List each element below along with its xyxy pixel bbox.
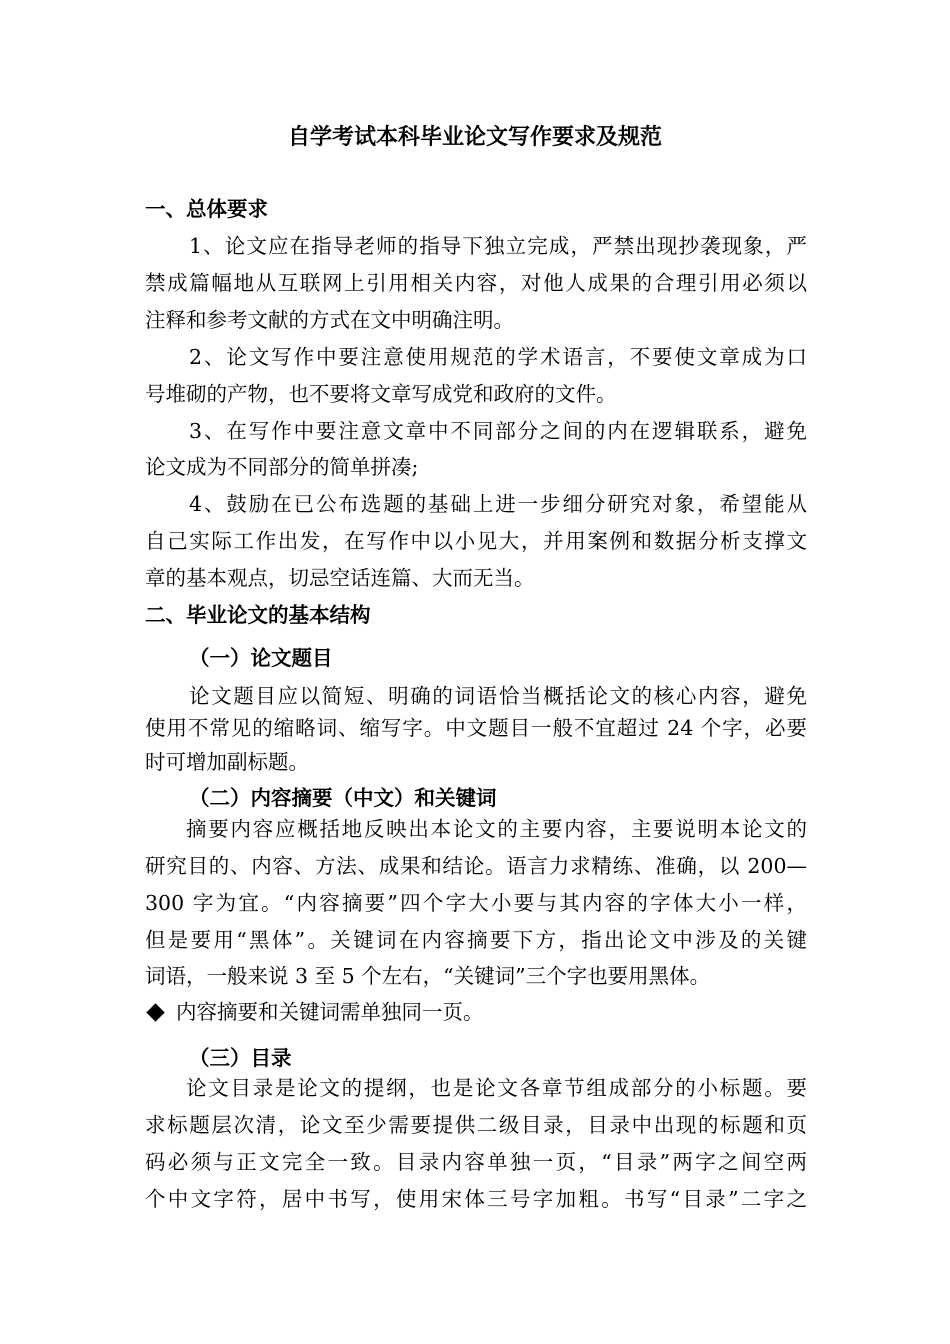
paragraph-line: 论文题目应以简短、明确的词语恰当概括论文的核心内容，避免 [189,684,807,708]
paragraph-line: 3、在写作中要注意文章中不同部分之间的内在逻辑联系，避免 [189,419,807,443]
paragraph-line: 禁成篇幅地从互联网上引用相关内容，对他人成果的合理引用必须以 [145,271,807,295]
paragraph-line: 2、论文写作中要注意使用规范的学术语言，不要使文章成为口 [189,345,807,369]
paragraph-line: 使用不常见的缩略词、缩写字。中文题目一般不宜超过 24 个字，必要 [145,716,807,740]
paragraph-line: 个中文字符，居中书写，使用宋体三号字加粗。书写“目录”二字之 [145,1187,807,1211]
subsection-heading-thesis-title: （一）论文题目 [189,646,333,670]
paragraph-line: 研究目的、内容、方法、成果和结论。语言力求精练、准确，以 200— [145,854,807,878]
subsection-heading-abstract-keywords: （二）内容摘要（中文）和关键词 [189,786,497,810]
diamond-bullet-icon [146,1003,164,1021]
paragraph-line: 注释和参考文献的方式在文中明确注明。 [145,308,514,332]
paragraph-line: 自己实际工作出发，在写作中以小见大，并用案例和数据分析支撑文 [145,529,807,553]
paragraph-line: 1、论文应在指导老师的指导下独立完成，严禁出现抄袭现象，严 [189,234,807,258]
paragraph-line: 300 字为宜。“内容摘要”四个字大小要与其内容的字体大小一样， [145,891,807,915]
bullet-text: 内容摘要和关键词需单独同一页。 [176,1000,484,1024]
paragraph-line: 号堆砌的产物，也不要将文章写成党和政府的文件。 [145,382,617,406]
section-heading-general-requirements: 一、总体要求 [145,197,268,221]
paragraph-line: 时可增加副标题。 [145,750,309,774]
paragraph-line: 论文目录是论文的提纲，也是论文各章节组成部分的小标题。要 [186,1076,807,1100]
paragraph-line: 码必须与正文完全一致。目录内容单独一页，“目录”两字之间空两 [145,1150,807,1174]
paragraph-line: 4、鼓励在已公布选题的基础上进一步细分研究对象，希望能从 [189,492,807,516]
paragraph-line: 摘要内容应概括地反映出本论文的主要内容，主要说明本论文的 [186,817,807,841]
section-heading-basic-structure: 二、毕业论文的基本结构 [145,603,371,627]
bullet-item [145,997,484,1027]
paragraph-line: 章的基本观点，切忌空话连篇、大而无当。 [145,566,535,590]
paragraph-line: 求标题层次清，论文至少需要提供二级目录，目录中出现的标题和页 [145,1113,807,1137]
paragraph-line: 论文成为不同部分的简单拼凑; [145,455,419,479]
subsection-heading-table-of-contents: （三）目录 [189,1046,292,1070]
paragraph-line: 词语，一般来说 3 至 5 个左右，“关键词”三个字也要用黑体。 [145,964,711,988]
paragraph-line: 但是要用“黑体”。关键词在内容摘要下方，指出论文中涉及的关键 [145,928,807,952]
document-title: 自学考试本科毕业论文写作要求及规范 [287,125,662,150]
